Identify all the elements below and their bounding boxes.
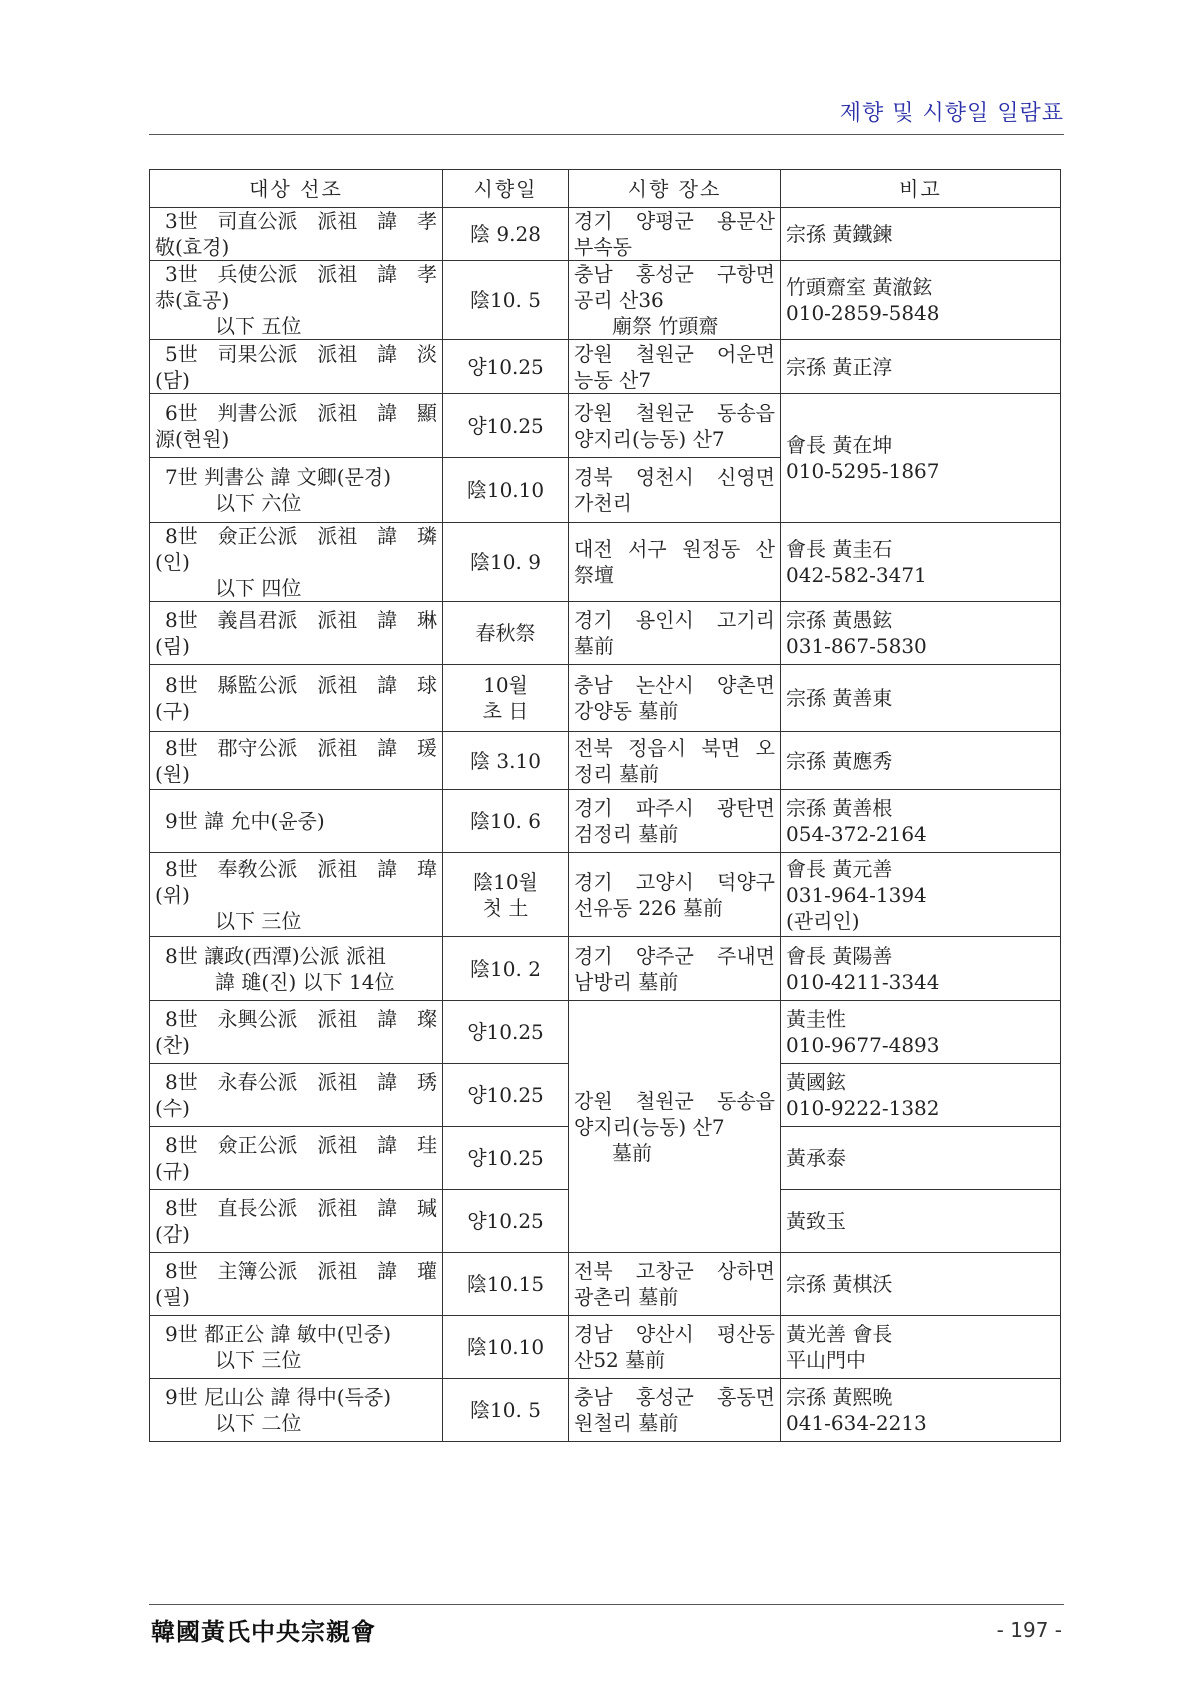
remarks-cell: 宗孫 黃愚鉉 031-867-5830 <box>781 602 1061 665</box>
table-row <box>150 340 1061 394</box>
rite-place-cell: 경북 영천시 신영면 가천리 <box>569 458 781 523</box>
table-header-row <box>150 170 1061 208</box>
rite-place-cell: 경기 파주시 광탄면 검정리 墓前 <box>569 790 781 853</box>
rite-date-cell: 陰 9.28 <box>443 208 569 261</box>
ancestor-cell: 8世 永春公派 派祖 諱 琇 (수) <box>150 1064 443 1127</box>
rite-place-cell: 충남 홍성군 홍동면 원철리 墓前 <box>569 1379 781 1442</box>
rite-date-cell: 陰10. 5 <box>443 261 569 340</box>
table-row <box>150 937 1061 1001</box>
rite-date-cell: 양10.25 <box>443 1001 569 1064</box>
remarks-cell: 黃圭性 010-9677-4893 <box>781 1001 1061 1064</box>
rite-date-cell: 陰10. 9 <box>443 523 569 602</box>
remarks-cell: 宗孫 黃鐵鍊 <box>781 208 1061 261</box>
table-row <box>150 394 1061 458</box>
ancestor-cell: 6世 判書公派 派祖 諱 顯 源(현원) <box>150 394 443 458</box>
rite-place-cell: 강원 철원군 동송읍 양지리(능동) 산7 <box>569 394 781 458</box>
ancestor-cell: 8世 直長公派 派祖 諱 瑊 (감) <box>150 1190 443 1253</box>
remarks-cell: 宗孫 黃棋沃 <box>781 1253 1061 1316</box>
rite-date-cell: 10월 초 日 <box>443 665 569 732</box>
table-row <box>150 602 1061 665</box>
remarks-cell: 黃承泰 <box>781 1127 1061 1190</box>
rite-date-cell: 陰10. 2 <box>443 937 569 1001</box>
rite-place-cell: 강원 철원군 동송읍 양지리(능동) 산7 墓前 <box>569 1001 781 1253</box>
rite-date-cell: 陰10.15 <box>443 1253 569 1316</box>
remarks-cell: 會長 黃在坤 010-5295-1867 <box>781 394 1061 523</box>
ancestor-cell: 9世 尼山公 諱 得中(득중) 以下 二位 <box>150 1379 443 1442</box>
table-row <box>150 1316 1061 1379</box>
remarks-cell: 宗孫 黃善根 054-372-2164 <box>781 790 1061 853</box>
remarks-cell: 宗孫 黃善東 <box>781 665 1061 732</box>
footer-divider <box>149 1604 1064 1605</box>
ancestor-cell: 8世 縣監公派 派祖 諱 球 (구) <box>150 665 443 732</box>
table-row <box>150 853 1061 937</box>
ancestor-cell: 8世 主簿公派 派祖 諱 瓘 (필) <box>150 1253 443 1316</box>
rite-date-cell: 陰10. 5 <box>443 1379 569 1442</box>
rite-date-cell: 陰10.10 <box>443 458 569 523</box>
rite-place-cell: 충남 논산시 양촌면 강양동 墓前 <box>569 665 781 732</box>
table-row <box>150 261 1061 340</box>
rite-date-cell: 陰 3.10 <box>443 732 569 790</box>
rite-place-cell: 경기 양주군 주내면 남방리 墓前 <box>569 937 781 1001</box>
rite-place-cell: 전북 정읍시 북면 오 정리 墓前 <box>569 732 781 790</box>
ancestor-cell: 9世 諱 允中(윤중) <box>150 790 443 853</box>
remarks-cell: 宗孫 黃正淳 <box>781 340 1061 394</box>
rite-date-cell: 陰10.10 <box>443 1316 569 1379</box>
rite-place-cell: 경기 양평군 용문산 부속동 <box>569 208 781 261</box>
rite-place-cell: 경기 고양시 덕양구 선유동 226 墓前 <box>569 853 781 937</box>
header-divider <box>149 134 1064 135</box>
table-row <box>150 790 1061 853</box>
table-row <box>150 1001 1061 1064</box>
table-row <box>150 665 1061 732</box>
rite-place-cell: 충남 홍성군 구항면 공리 산36 廟祭 竹頭齋 <box>569 261 781 340</box>
rite-date-cell: 양10.25 <box>443 340 569 394</box>
ancestor-cell: 8世 僉正公派 派祖 諱 璘 (인) 以下 四位 <box>150 523 443 602</box>
remarks-cell: 竹頭齋室 黃澈鉉 010-2859-5848 <box>781 261 1061 340</box>
rite-date-cell: 양10.25 <box>443 1190 569 1253</box>
column-header-remarks: 비고 <box>781 170 1061 208</box>
rite-date-cell: 양10.25 <box>443 1064 569 1127</box>
remarks-cell: 會長 黃元善 031-964-1394 (관리인) <box>781 853 1061 937</box>
rite-date-cell: 양10.25 <box>443 394 569 458</box>
ancestor-cell: 8世 郡守公派 派祖 諱 瑗 (원) <box>150 732 443 790</box>
ancestor-cell: 9世 都正公 諱 敏中(민중) 以下 三位 <box>150 1316 443 1379</box>
column-header-rite-place: 시향 장소 <box>569 170 781 208</box>
ancestor-cell: 8世 永興公派 派祖 諱 璨 (찬) <box>150 1001 443 1064</box>
ancestor-cell: 3世 兵使公派 派祖 諱 孝 恭(효공) 以下 五位 <box>150 261 443 340</box>
rite-place-cell: 강원 철원군 어운면 능동 산7 <box>569 340 781 394</box>
ancestral-rites-table <box>149 169 1061 1442</box>
remarks-cell: 黃國鉉 010-9222-1382 <box>781 1064 1061 1127</box>
remarks-cell: 宗孫 黃應秀 <box>781 732 1061 790</box>
ancestor-cell: 7世 判書公 諱 文卿(문경) 以下 六位 <box>150 458 443 523</box>
rite-date-cell: 春秋祭 <box>443 602 569 665</box>
page-header-title: 제향 및 시향일 일람표 <box>839 101 1064 126</box>
rite-place-cell: 경남 양산시 평산동 산52 墓前 <box>569 1316 781 1379</box>
ancestor-cell: 3世 司直公派 派祖 諱 孝 敬(효경) <box>150 208 443 261</box>
ancestor-cell: 8世 義昌君派 派祖 諱 琳 (림) <box>150 602 443 665</box>
column-header-ancestor: 대상 선조 <box>150 170 443 208</box>
rite-date-cell: 양10.25 <box>443 1127 569 1190</box>
organization-logo: 韓國黃氏中央宗親會 <box>151 1617 376 1646</box>
column-header-rite-date: 시향일 <box>443 170 569 208</box>
ancestor-cell: 8世 奉敎公派 派祖 諱 瑋 (위) 以下 三位 <box>150 853 443 937</box>
rite-place-cell: 경기 용인시 고기리 墓前 <box>569 602 781 665</box>
remarks-cell: 會長 黃圭石 042-582-3471 <box>781 523 1061 602</box>
ancestor-cell: 8世 讓政(西潭)公派 派祖 諱 璡(진) 以下 14位 <box>150 937 443 1001</box>
page-number: - 197 - <box>996 1618 1062 1642</box>
remarks-cell: 宗孫 黃熙晩 041-634-2213 <box>781 1379 1061 1442</box>
rite-place-cell: 대전 서구 원정동 산 祭壇 <box>569 523 781 602</box>
table-row <box>150 732 1061 790</box>
table-row <box>150 1253 1061 1316</box>
remarks-cell: 會長 黃陽善 010-4211-3344 <box>781 937 1061 1001</box>
table-row <box>150 1379 1061 1442</box>
rite-place-cell: 전북 고창군 상하면 광촌리 墓前 <box>569 1253 781 1316</box>
ancestor-cell: 5世 司果公派 派祖 諱 淡 (담) <box>150 340 443 394</box>
table-row <box>150 523 1061 602</box>
remarks-cell: 黃致玉 <box>781 1190 1061 1253</box>
table-row <box>150 208 1061 261</box>
remarks-cell: 黃光善 會長 平山門中 <box>781 1316 1061 1379</box>
rite-date-cell: 陰10. 6 <box>443 790 569 853</box>
rite-date-cell: 陰10월 첫 土 <box>443 853 569 937</box>
ancestor-cell: 8世 僉正公派 派祖 諱 珪 (규) <box>150 1127 443 1190</box>
